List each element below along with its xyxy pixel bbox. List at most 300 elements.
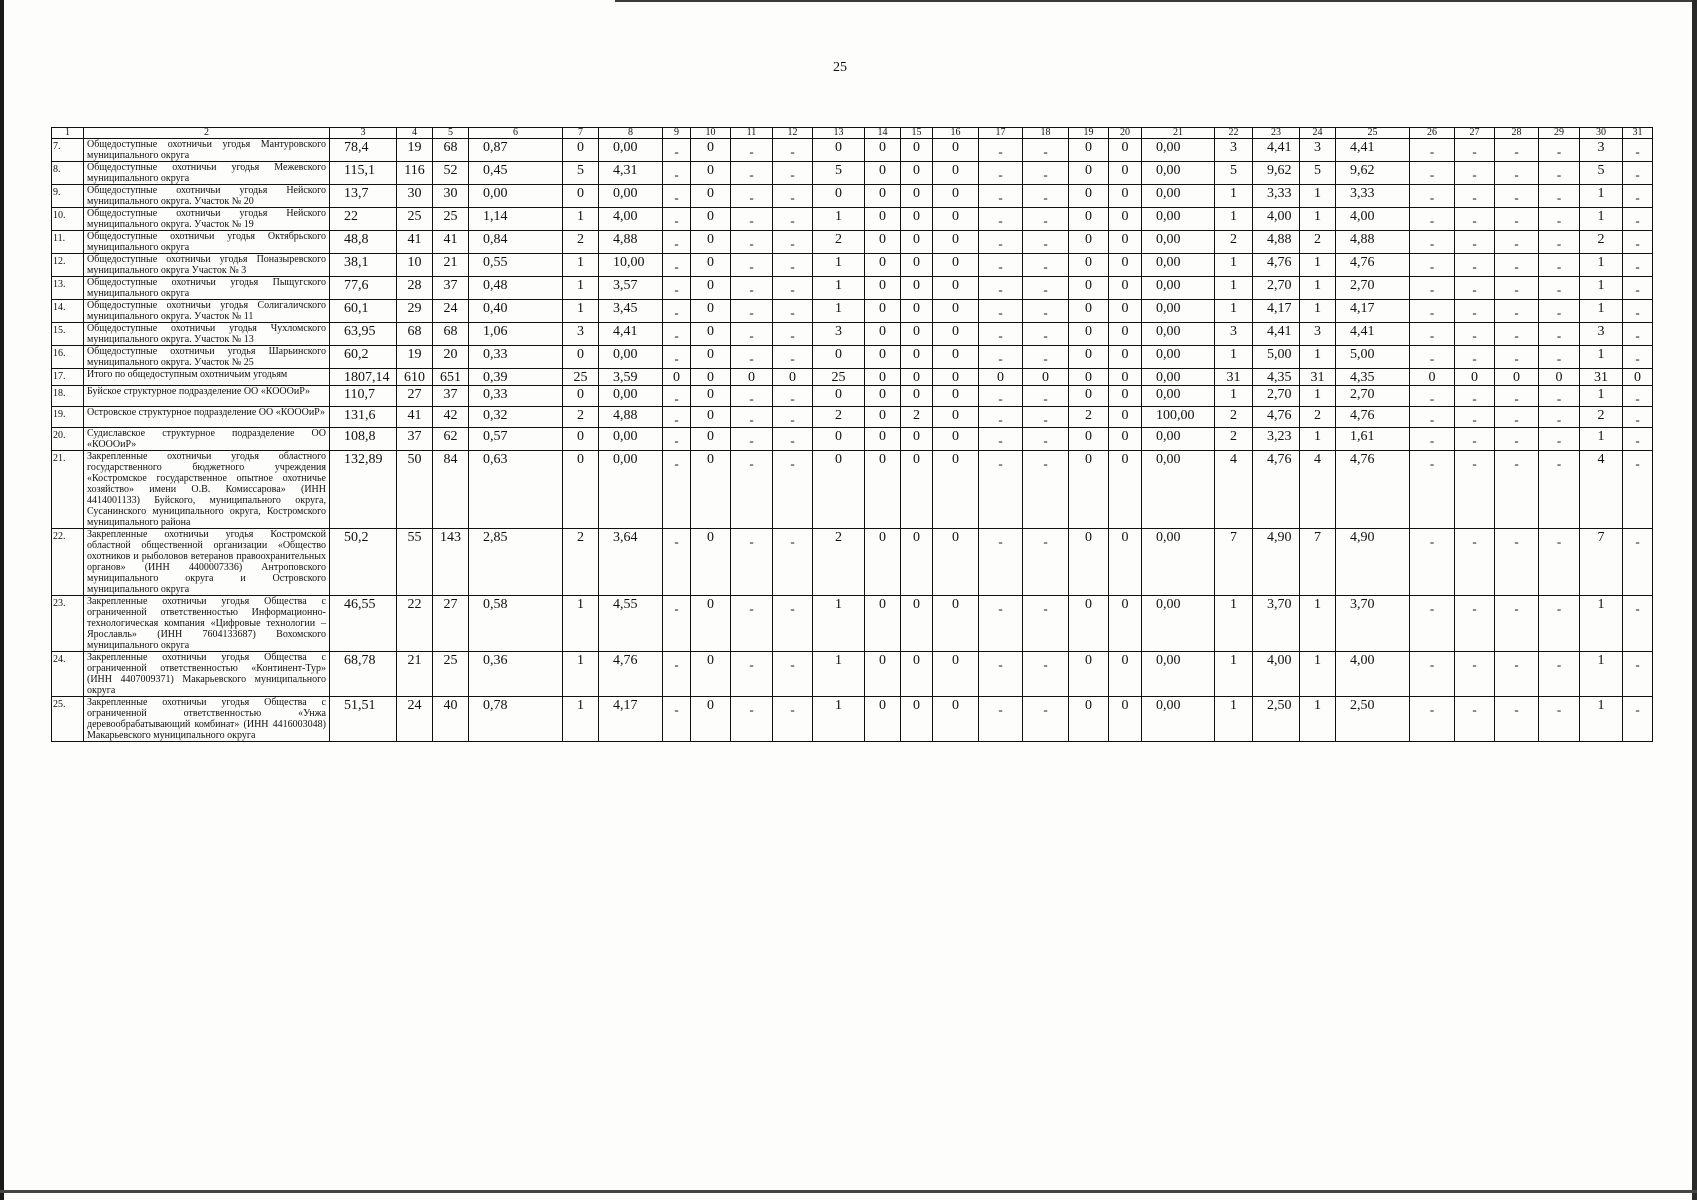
value-cell: 0 <box>563 428 599 451</box>
value-cell: - <box>663 208 691 231</box>
value-cell: 2 <box>1215 407 1253 428</box>
value-cell: 0 <box>933 162 979 185</box>
value-cell: 19 <box>397 346 433 369</box>
column-number-header: 11 <box>731 128 773 139</box>
value-cell: - <box>1539 451 1580 529</box>
value-cell: 0 <box>813 346 865 369</box>
value-cell: - <box>1495 162 1539 185</box>
column-number-header: 3 <box>330 128 397 139</box>
hunting-ground-name-cell: Островское структурное подразделение ОО «КОООиР» <box>84 407 330 428</box>
value-cell: 3 <box>1215 139 1253 162</box>
value-cell: - <box>1539 346 1580 369</box>
value-cell: 7 <box>1580 529 1623 596</box>
value-cell: 50,2 <box>330 529 397 596</box>
value-cell: 0 <box>933 386 979 407</box>
scan-edge-left <box>0 0 4 1200</box>
value-cell: - <box>1539 162 1580 185</box>
value-cell: 1807,14 <box>330 369 397 386</box>
hunting-ground-name-cell: Закрепленные охотничьи угодья Костромской областной общественной организации «Общество охотников и рыболовов ветеранов правоохранительных органов» (ИНН 4400007336) Антроповского муниципального округа и Островского муниципального округа <box>84 529 330 596</box>
hunting-ground-name-cell: Закрепленные охотничьи угодья Общества с ограниченной ответственностью Информационно-технологическая компания «Цифровые технологии – Ярославль» (ИНН 7604133687) Вохомского муниципального округа <box>84 596 330 652</box>
value-cell: 0 <box>865 529 901 596</box>
hunting-ground-name-cell: Закрепленные охотничьи угодья Общества с ограниченной ответственностью «Унжа деревообрабатывающий комбинат» (ИНН 4416003048) Макарьевского муниципального округа <box>84 697 330 742</box>
value-cell: - <box>773 652 813 697</box>
value-cell: - <box>1410 185 1455 208</box>
hunting-ground-name-cell: Общедоступные охотничьи угодья Межевского муниципального округа <box>84 162 330 185</box>
value-cell: 0 <box>1069 323 1109 346</box>
value-cell: 2,70 <box>1336 386 1410 407</box>
value-cell: 0,45 <box>469 162 563 185</box>
value-cell: 0 <box>691 139 731 162</box>
table-row <box>52 185 1653 208</box>
table-row <box>52 208 1653 231</box>
value-cell: 0 <box>563 139 599 162</box>
value-cell: - <box>1495 139 1539 162</box>
value-cell: 0 <box>1069 451 1109 529</box>
value-cell: - <box>1455 596 1495 652</box>
value-cell: 0 <box>1069 277 1109 300</box>
value-cell: 0 <box>1069 596 1109 652</box>
value-cell: - <box>1623 300 1653 323</box>
value-cell: 0 <box>865 596 901 652</box>
value-cell: - <box>1455 652 1495 697</box>
row-number-cell: 15. <box>52 323 84 346</box>
value-cell: - <box>773 300 813 323</box>
table-body <box>52 128 1653 742</box>
value-cell: 0,84 <box>469 231 563 254</box>
row-number-cell: 14. <box>52 300 84 323</box>
value-cell: 143 <box>433 529 469 596</box>
value-cell: 0 <box>1069 300 1109 323</box>
value-cell: 4,41 <box>1253 139 1300 162</box>
value-cell: 0 <box>691 254 731 277</box>
value-cell: - <box>979 697 1023 742</box>
value-cell: - <box>1623 323 1653 346</box>
value-cell: 0 <box>901 208 933 231</box>
value-cell: - <box>773 428 813 451</box>
value-cell: 50 <box>397 451 433 529</box>
value-cell: - <box>1623 697 1653 742</box>
table-row <box>52 300 1653 323</box>
value-cell: - <box>1023 451 1069 529</box>
value-cell: 60,2 <box>330 346 397 369</box>
value-cell: 0,32 <box>469 407 563 428</box>
value-cell: 110,7 <box>330 386 397 407</box>
value-cell: - <box>773 231 813 254</box>
value-cell: - <box>663 428 691 451</box>
value-cell: - <box>1410 386 1455 407</box>
value-cell: - <box>773 407 813 428</box>
value-cell: 37 <box>433 386 469 407</box>
value-cell: 3 <box>813 323 865 346</box>
value-cell: 4,55 <box>599 596 663 652</box>
hunting-ground-name-cell: Общедоступные охотничьи угодья Нейского муниципального округа. Участок № 19 <box>84 208 330 231</box>
value-cell: - <box>731 139 773 162</box>
value-cell: 0 <box>901 596 933 652</box>
value-cell: 1 <box>813 208 865 231</box>
value-cell: 0 <box>865 428 901 451</box>
value-cell: - <box>1539 407 1580 428</box>
column-number-header: 29 <box>1539 128 1580 139</box>
value-cell: 0,00 <box>1142 323 1215 346</box>
value-cell: 1,06 <box>469 323 563 346</box>
value-cell: - <box>1495 231 1539 254</box>
value-cell: 0 <box>1069 652 1109 697</box>
value-cell: 0 <box>933 451 979 529</box>
value-cell: - <box>773 386 813 407</box>
value-cell: - <box>1495 451 1539 529</box>
value-cell: 0 <box>691 386 731 407</box>
value-cell: - <box>1410 529 1455 596</box>
value-cell: 1 <box>813 277 865 300</box>
value-cell: - <box>979 529 1023 596</box>
value-cell: - <box>1495 185 1539 208</box>
value-cell: - <box>663 185 691 208</box>
value-cell: 4,76 <box>1253 407 1300 428</box>
column-number-header: 30 <box>1580 128 1623 139</box>
value-cell: 0 <box>901 529 933 596</box>
value-cell: 0,57 <box>469 428 563 451</box>
value-cell: - <box>1023 428 1069 451</box>
value-cell: 0 <box>813 386 865 407</box>
value-cell: 7 <box>1300 529 1336 596</box>
value-cell: 0 <box>865 697 901 742</box>
value-cell: 4,88 <box>1336 231 1410 254</box>
value-cell: 0 <box>813 451 865 529</box>
value-cell: - <box>773 139 813 162</box>
value-cell: - <box>1410 697 1455 742</box>
value-cell: 131,6 <box>330 407 397 428</box>
value-cell: 4,76 <box>1253 254 1300 277</box>
row-number-cell: 19. <box>52 407 84 428</box>
value-cell: - <box>979 323 1023 346</box>
value-cell: - <box>1410 323 1455 346</box>
value-cell: 0 <box>691 300 731 323</box>
value-cell: 1 <box>1215 346 1253 369</box>
value-cell: 0 <box>1410 369 1455 386</box>
value-cell: - <box>1455 386 1495 407</box>
value-cell: - <box>1495 596 1539 652</box>
value-cell: 5,00 <box>1336 346 1410 369</box>
value-cell: 0 <box>691 529 731 596</box>
value-cell: - <box>1410 254 1455 277</box>
table-row <box>52 231 1653 254</box>
value-cell: - <box>731 596 773 652</box>
value-cell: 1 <box>1580 300 1623 323</box>
value-cell: 1 <box>813 697 865 742</box>
column-number-header: 7 <box>563 128 599 139</box>
value-cell: - <box>979 652 1023 697</box>
hunting-ground-name-cell: Судиславское структурное подразделение ОО «КОООиР» <box>84 428 330 451</box>
value-cell: - <box>1539 277 1580 300</box>
value-cell: - <box>1623 386 1653 407</box>
value-cell: 0 <box>1109 428 1142 451</box>
value-cell: - <box>663 139 691 162</box>
value-cell: 0 <box>1069 185 1109 208</box>
value-cell: 0 <box>901 323 933 346</box>
value-cell: 0 <box>933 596 979 652</box>
value-cell: - <box>663 529 691 596</box>
value-cell: 78,4 <box>330 139 397 162</box>
value-cell: 0 <box>933 428 979 451</box>
value-cell: 21 <box>397 652 433 697</box>
value-cell: 68 <box>433 323 469 346</box>
value-cell: 0 <box>1069 139 1109 162</box>
value-cell: 3,70 <box>1253 596 1300 652</box>
value-cell: 0 <box>1069 162 1109 185</box>
value-cell: 4,17 <box>1253 300 1300 323</box>
table-row <box>52 407 1653 428</box>
value-cell: 4,17 <box>599 697 663 742</box>
value-cell: - <box>1539 323 1580 346</box>
value-cell: 41 <box>433 231 469 254</box>
value-cell: 0 <box>691 697 731 742</box>
value-cell: 0 <box>901 652 933 697</box>
value-cell: 0,00 <box>1142 386 1215 407</box>
value-cell: - <box>979 407 1023 428</box>
value-cell: 84 <box>433 451 469 529</box>
value-cell: - <box>773 529 813 596</box>
value-cell: 1 <box>1300 697 1336 742</box>
value-cell: 0 <box>1109 529 1142 596</box>
value-cell: 0 <box>1623 369 1653 386</box>
value-cell: 60,1 <box>330 300 397 323</box>
value-cell: 0 <box>563 451 599 529</box>
value-cell: 0 <box>933 185 979 208</box>
value-cell: - <box>1539 300 1580 323</box>
value-cell: 0 <box>933 231 979 254</box>
value-cell: - <box>1539 386 1580 407</box>
value-cell: 4,41 <box>1253 323 1300 346</box>
value-cell: 4,31 <box>599 162 663 185</box>
value-cell: 0 <box>865 162 901 185</box>
value-cell: 25 <box>813 369 865 386</box>
value-cell: 5 <box>1215 162 1253 185</box>
value-cell: 0 <box>865 300 901 323</box>
value-cell: 1 <box>1300 277 1336 300</box>
value-cell: - <box>731 451 773 529</box>
value-cell: 0 <box>1109 652 1142 697</box>
value-cell: - <box>1023 596 1069 652</box>
value-cell: - <box>1023 185 1069 208</box>
value-cell: 68 <box>397 323 433 346</box>
value-cell: - <box>663 346 691 369</box>
value-cell: 0 <box>691 369 731 386</box>
value-cell: 1,14 <box>469 208 563 231</box>
value-cell: 4 <box>1300 451 1336 529</box>
value-cell: 0 <box>933 652 979 697</box>
value-cell: 0 <box>933 697 979 742</box>
value-cell: 52 <box>433 162 469 185</box>
value-cell: - <box>1495 208 1539 231</box>
value-cell: 31 <box>1580 369 1623 386</box>
value-cell: 0,00 <box>1142 162 1215 185</box>
value-cell: 0 <box>865 323 901 346</box>
value-cell: 3,45 <box>599 300 663 323</box>
value-cell: 0 <box>731 369 773 386</box>
value-cell: 28 <box>397 277 433 300</box>
value-cell: 63,95 <box>330 323 397 346</box>
value-cell: 2,70 <box>1336 277 1410 300</box>
value-cell: 0,00 <box>1142 185 1215 208</box>
value-cell: - <box>1623 139 1653 162</box>
value-cell: 0 <box>933 300 979 323</box>
value-cell: 0 <box>663 369 691 386</box>
value-cell: - <box>1410 139 1455 162</box>
value-cell: - <box>663 697 691 742</box>
value-cell: - <box>1023 300 1069 323</box>
table-row <box>52 529 1653 596</box>
column-number-header: 4 <box>397 128 433 139</box>
value-cell: 0 <box>1539 369 1580 386</box>
value-cell: 4,90 <box>1253 529 1300 596</box>
value-cell: 0,33 <box>469 386 563 407</box>
value-cell: 3,57 <box>599 277 663 300</box>
value-cell: - <box>979 428 1023 451</box>
value-cell: 3 <box>1300 139 1336 162</box>
value-cell: - <box>979 231 1023 254</box>
value-cell: 3 <box>563 323 599 346</box>
value-cell: - <box>1455 277 1495 300</box>
hunting-ground-name-cell: Итого по общедоступным охотничьим угодьям <box>84 369 330 386</box>
value-cell: 1 <box>1580 208 1623 231</box>
value-cell: 0 <box>1069 697 1109 742</box>
value-cell: - <box>773 451 813 529</box>
value-cell: 5 <box>1580 162 1623 185</box>
value-cell: 4,88 <box>599 231 663 254</box>
column-number-header: 6 <box>469 128 563 139</box>
value-cell: 0 <box>901 346 933 369</box>
column-number-header: 16 <box>933 128 979 139</box>
column-number-header: 1 <box>52 128 84 139</box>
value-cell: 0,36 <box>469 652 563 697</box>
value-cell: 3 <box>1580 323 1623 346</box>
value-cell: 1 <box>563 300 599 323</box>
value-cell: 0 <box>691 451 731 529</box>
value-cell: 27 <box>433 596 469 652</box>
value-cell: 0 <box>1069 346 1109 369</box>
row-number-cell: 16. <box>52 346 84 369</box>
value-cell: 0 <box>933 407 979 428</box>
row-number-cell: 18. <box>52 386 84 407</box>
value-cell: 0,00 <box>1142 277 1215 300</box>
value-cell: 0,00 <box>599 451 663 529</box>
value-cell: - <box>1455 697 1495 742</box>
value-cell: - <box>979 208 1023 231</box>
value-cell: - <box>1455 185 1495 208</box>
value-cell: 1 <box>1215 300 1253 323</box>
value-cell: 10,00 <box>599 254 663 277</box>
value-cell: 41 <box>397 231 433 254</box>
value-cell: 3,33 <box>1253 185 1300 208</box>
value-cell: 4,17 <box>1336 300 1410 323</box>
hunting-ground-name-cell: Закрепленные охотничьи угодья Общества с ограниченной ответственностью «Континент-Тур» (ИНН 4407009371) Макарьевского муниципального округа <box>84 652 330 697</box>
hunting-ground-name-cell: Общедоступные охотничьи угодья Чухломского муниципального округа. Участок № 13 <box>84 323 330 346</box>
column-number-header: 27 <box>1455 128 1495 139</box>
value-cell: - <box>663 277 691 300</box>
value-cell: - <box>1023 231 1069 254</box>
value-cell: - <box>773 185 813 208</box>
value-cell: - <box>1495 323 1539 346</box>
value-cell: 4,35 <box>1253 369 1300 386</box>
value-cell: - <box>1410 596 1455 652</box>
value-cell: 0 <box>865 277 901 300</box>
value-cell: 610 <box>397 369 433 386</box>
value-cell: 0,00 <box>599 346 663 369</box>
value-cell: 0 <box>865 185 901 208</box>
value-cell: 4,00 <box>1253 652 1300 697</box>
value-cell: 0 <box>813 139 865 162</box>
value-cell: 3,70 <box>1336 596 1410 652</box>
value-cell: 4,76 <box>1253 451 1300 529</box>
value-cell: - <box>1539 529 1580 596</box>
value-cell: - <box>773 277 813 300</box>
value-cell: 0 <box>1455 369 1495 386</box>
value-cell: 31 <box>1215 369 1253 386</box>
value-cell: 3,33 <box>1336 185 1410 208</box>
value-cell: 0 <box>691 323 731 346</box>
value-cell: 1 <box>1580 254 1623 277</box>
value-cell: 4,00 <box>599 208 663 231</box>
value-cell: 0 <box>563 386 599 407</box>
value-cell: 24 <box>433 300 469 323</box>
value-cell: 1 <box>813 652 865 697</box>
table-header-row <box>52 128 1653 139</box>
value-cell: 1 <box>563 596 599 652</box>
value-cell: - <box>1023 254 1069 277</box>
value-cell: - <box>1023 277 1069 300</box>
value-cell: - <box>773 596 813 652</box>
value-cell: 1 <box>813 596 865 652</box>
scan-edge-top <box>615 0 1697 2</box>
value-cell: 2 <box>1300 407 1336 428</box>
value-cell: 2 <box>563 231 599 254</box>
value-cell: 0 <box>1495 369 1539 386</box>
column-number-header: 25 <box>1336 128 1410 139</box>
column-number-header: 12 <box>773 128 813 139</box>
value-cell: 2 <box>563 529 599 596</box>
value-cell: - <box>731 697 773 742</box>
value-cell: 1 <box>1580 386 1623 407</box>
row-number-cell: 10. <box>52 208 84 231</box>
value-cell: - <box>1539 697 1580 742</box>
value-cell: 1 <box>563 652 599 697</box>
value-cell: - <box>1539 254 1580 277</box>
value-cell: 48,8 <box>330 231 397 254</box>
value-cell: 0,55 <box>469 254 563 277</box>
value-cell: - <box>1539 428 1580 451</box>
value-cell: 0 <box>1109 346 1142 369</box>
value-cell: 0 <box>933 139 979 162</box>
value-cell: 2 <box>813 407 865 428</box>
value-cell: 0,00 <box>1142 451 1215 529</box>
value-cell: 0,00 <box>599 139 663 162</box>
value-cell: 2,70 <box>1253 386 1300 407</box>
table-row <box>52 697 1653 742</box>
hunting-ground-name-cell: Общедоступные охотничьи угодья Мантуровского муниципального округа <box>84 139 330 162</box>
value-cell: - <box>1023 323 1069 346</box>
value-cell: - <box>663 231 691 254</box>
value-cell: - <box>663 596 691 652</box>
value-cell: 1 <box>1215 386 1253 407</box>
value-cell: 5 <box>813 162 865 185</box>
value-cell: 0 <box>691 277 731 300</box>
value-cell: 0 <box>865 139 901 162</box>
value-cell: 0 <box>691 231 731 254</box>
value-cell: 0,00 <box>469 185 563 208</box>
value-cell: - <box>1023 697 1069 742</box>
value-cell: 0 <box>1109 596 1142 652</box>
value-cell: - <box>1623 428 1653 451</box>
